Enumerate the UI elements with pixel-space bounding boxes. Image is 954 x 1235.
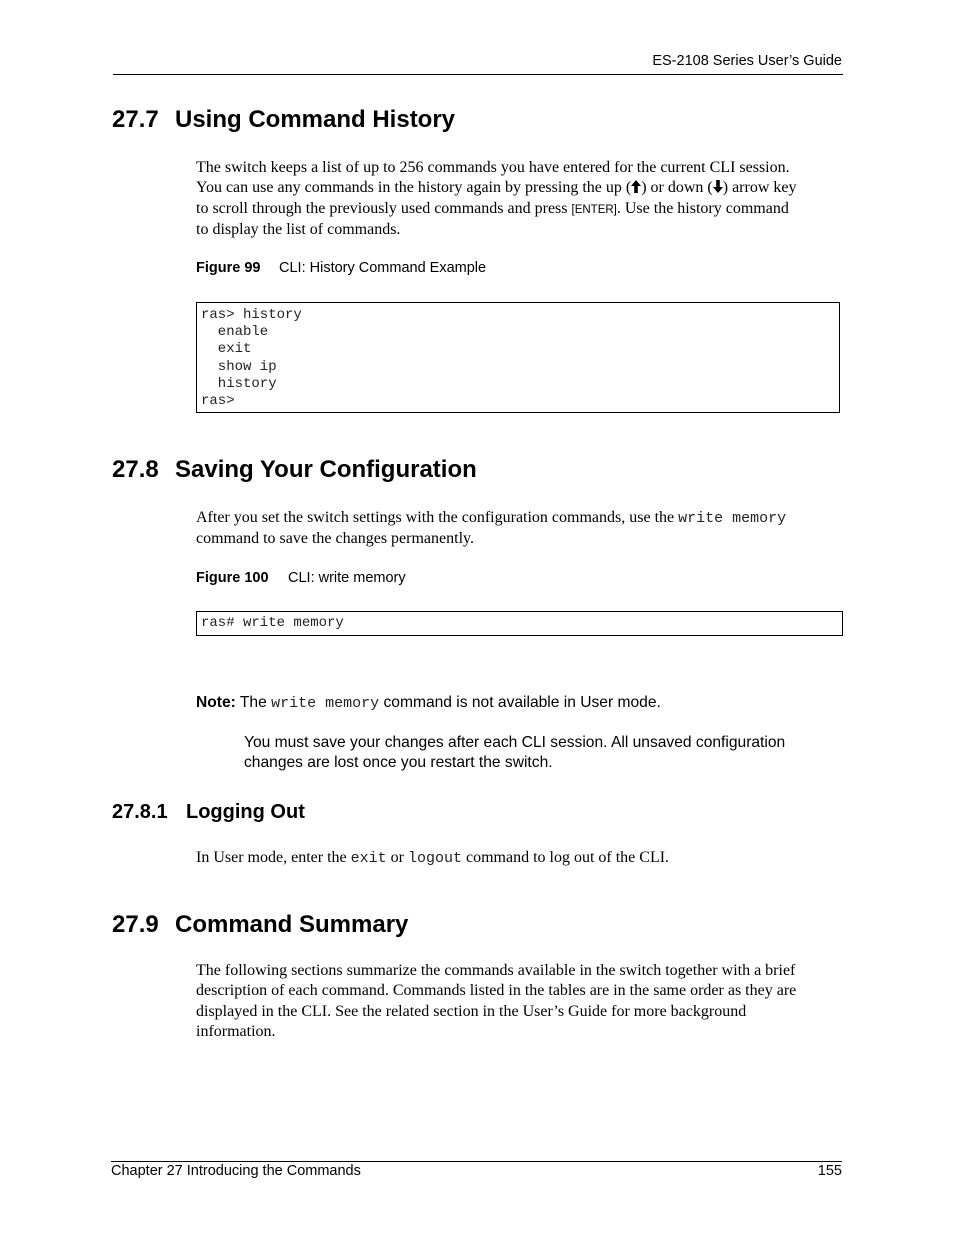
heading-number: 27.9 [112,911,159,938]
text: ) or down ( [641,179,713,197]
paragraph-line [196,178,797,198]
paragraph-line: description of each command. Commands listed in the tables are in the same order as they are [196,982,797,1000]
paragraph-line: information. [196,1022,276,1040]
note-line: You must save your changes after each CLI session. All unsaved configuration [244,734,786,751]
text: You can use any commands in the history again by pressing the up ( [196,179,632,197]
text: The [235,694,272,711]
heading-title: Saving Your Configuration [175,456,477,483]
figure-caption-text: CLI: write memory [288,570,406,586]
paragraph-line: displayed in the CLI. See the related section in the User’s Guide for more background [196,1002,747,1020]
paragraph-line [196,158,797,178]
paragraph-command-history [196,158,797,240]
text: ) arrow key [722,179,797,197]
footer-page-number: 155 [817,1163,842,1179]
code-example-write-memory [196,611,843,636]
paragraph-command-summary [196,961,796,1042]
text: In User mode, enter the [196,849,351,866]
note-continuation [244,733,785,773]
text: The switch keeps a list of up to 256 commands you have entered for the current CLI session. [196,159,790,176]
figure-caption-text: CLI: History Command Example [279,260,487,276]
heading-title: Command Summary [175,911,409,938]
note-line: changes are lost once you restart the switch. [244,754,553,771]
figure-100-caption [196,569,406,587]
text: or [386,849,408,866]
code-line: ras> history [201,307,302,323]
heading-27-7 [112,105,455,135]
code-line: ras> [201,392,235,409]
heading-27-9 [112,910,408,940]
code-line: enable [201,324,269,341]
text: command to save the changes permanently. [196,530,474,548]
text: to display the list of commands. [196,220,401,238]
heading-number: 27.7 [112,106,159,133]
text: After you set the switch settings with the configuration commands, use the [196,509,679,526]
code-line: history [201,375,277,392]
code-line: exit [201,341,252,358]
note [196,693,661,714]
code-line: ras# write memory [201,615,344,631]
text: command is not available in User mode. [379,694,661,711]
paragraph-line: The following sections summarize the commands available in the switch together with a brief [196,962,796,979]
paragraph-line [196,220,797,240]
code-example-history [196,302,840,413]
heading-number: 27.8.1 [112,801,168,823]
note-label: Note: [196,694,236,711]
text: . Use the history command [616,199,789,217]
paragraph-saving-configuration [196,508,786,550]
text: command to log out of the CLI. [461,849,670,866]
heading-number: 27.8 [112,456,159,483]
inline-code: write memory [678,510,787,527]
heading-title: Logging Out [186,801,305,823]
figure-label: Figure 99 [196,260,261,276]
heading-27-8-1 [112,799,305,825]
header-rule [113,74,843,75]
enter-key-label: [ENTER] [571,203,617,216]
up-arrow-icon [631,180,641,193]
heading-27-8 [112,455,477,485]
footer-chapter: Chapter 27 Introducing the Commands [111,1163,361,1179]
code-line: show ip [201,358,277,375]
down-arrow-icon [713,180,723,193]
figure-label: Figure 100 [196,570,269,586]
paragraph-line [196,529,786,549]
heading-title: Using Command History [175,106,456,133]
running-header-title: ES-2108 Series User’s Guide [652,53,842,69]
paragraph-logging-out [196,848,669,869]
inline-code: logout [407,850,462,867]
inline-code: exit [350,850,387,867]
figure-99-caption [196,259,486,277]
text: to scroll through the previously used commands and press [196,199,572,217]
paragraph-line [196,199,797,220]
paragraph-line [196,508,786,529]
inline-code: write memory [271,695,380,712]
